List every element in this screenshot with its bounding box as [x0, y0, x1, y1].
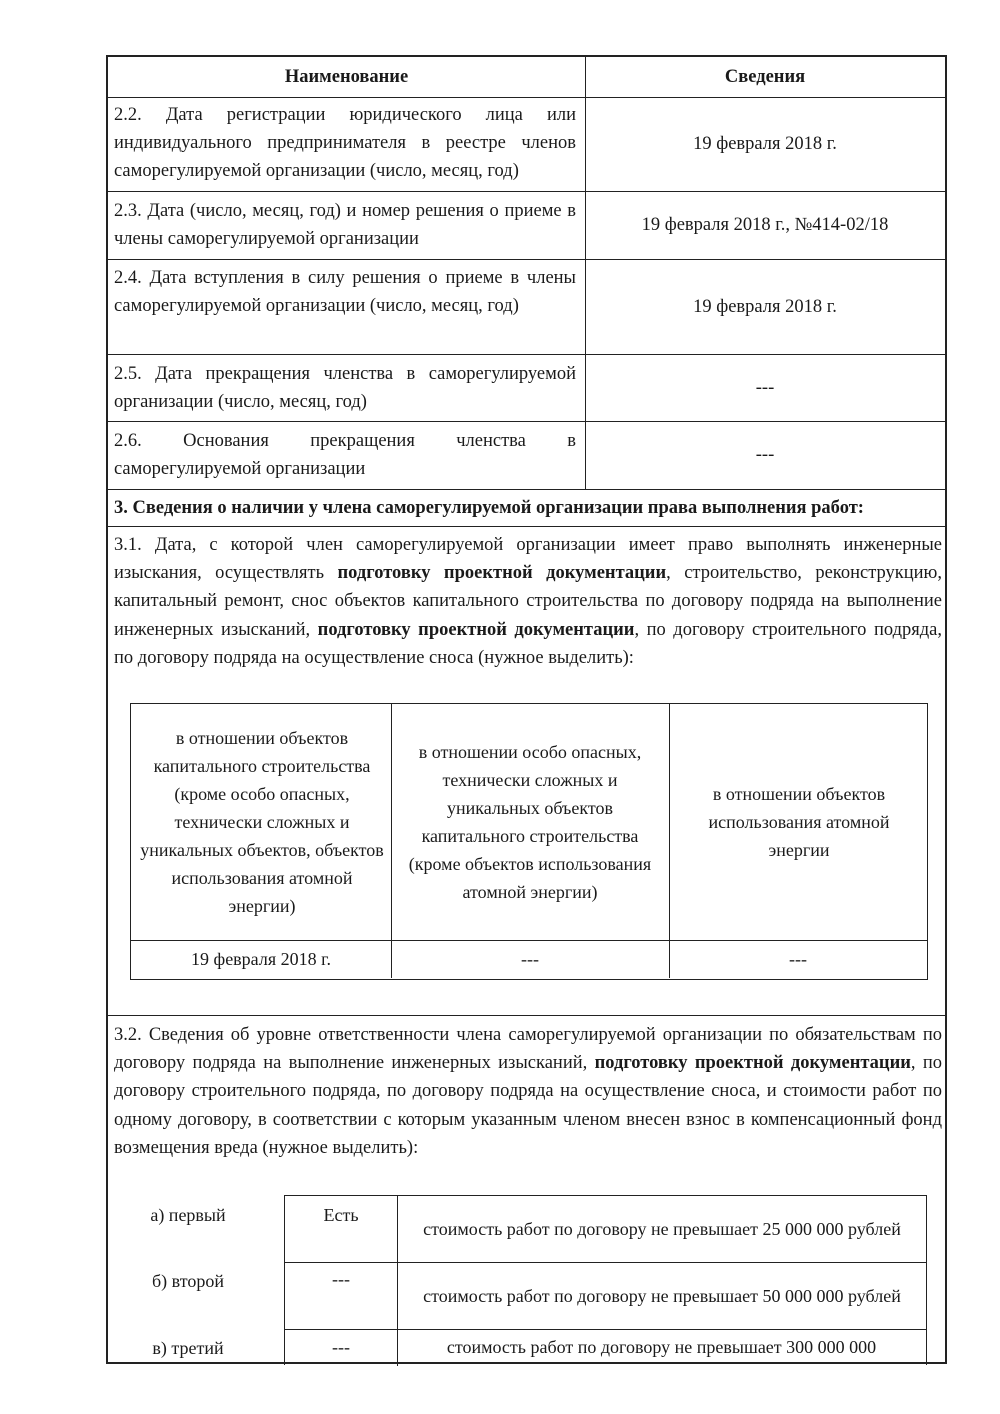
level-2-label: б) второй: [152, 1271, 224, 1291]
header-info: Сведения: [724, 67, 806, 87]
rights-value-dangerous: ---: [521, 949, 539, 969]
section-3-2-text: [114, 1021, 942, 1162]
column-divider: [585, 57, 586, 489]
bold-text-run: подготовку проектной документации: [594, 1053, 911, 1074]
text-run: 3.2. Сведения об уровне ответственности члена саморегулируемой организации по обязательствам по договору подряда на выполнение инженерных изысканий,: [114, 1025, 942, 1074]
row-2-5-label: 2.5. Дата прекращения членства в саморегулируемой организации (число, месяц, год): [114, 364, 576, 412]
row-2-5-value: ---: [755, 377, 775, 398]
levels-table: [284, 1195, 927, 1365]
rights-value-regular: 19 февраля 2018 г.: [191, 949, 331, 969]
row-divider: [285, 1329, 926, 1330]
row-2-3-label: 2.3. Дата (число, месяц, год) и номер решения о приеме в члены саморегулируемой организации: [114, 201, 576, 249]
bold-text-run: подготовку проектной документации: [337, 563, 667, 584]
section-3-title: 3. Сведения о наличии у члена саморегулируемой организации права выполнения работ:: [114, 498, 864, 518]
level-3-desc: стоимость работ по договору не превышает 300 000 000: [446, 1337, 877, 1357]
rights-header-dangerous: в отношении особо опасных, технически сложных и уникальных объектов капитального строительства (кроме объектов использования атомной энергии): [408, 742, 652, 902]
rights-table: [130, 703, 928, 980]
row-2-4-label: 2.4. Дата вступления в силу решения о приеме в члены саморегулируемой организации (число, месяц, год): [114, 268, 576, 316]
header-name: Наименование: [284, 67, 409, 87]
level-1-mark: Есть: [323, 1205, 359, 1225]
row-2-2-value: 19 февраля 2018 г.: [693, 134, 837, 154]
row-divider: [108, 1015, 945, 1016]
row-divider: [108, 489, 945, 490]
row-2-4-value: 19 февраля 2018 г.: [693, 296, 837, 317]
row-2-6-value: ---: [755, 445, 775, 465]
rights-value-nuclear: ---: [789, 949, 807, 969]
column-divider: [669, 704, 670, 978]
level-1-desc: стоимость работ по договору не превышает 25 000 000 рублей: [423, 1219, 901, 1239]
row-divider: [108, 526, 945, 527]
section-3-1-text: [114, 531, 942, 672]
level-3-label: в) третий: [152, 1338, 224, 1358]
row-2-2-label: 2.2. Дата регистрации юридического лица или индивидуального предпринимателя в реестре членов саморегулируемой организации (число, месяц, год): [114, 105, 576, 181]
row-2-6-label: 2.6. Основания прекращения членства в саморегулируемой организации: [114, 431, 576, 479]
text-run: , строительство, реконструкцию, капитальный ремонт, снос объектов капитального строительства по договору подряда на выполнение инженерных изысканий,: [114, 563, 942, 640]
text-run: 3.1. Дата, с которой член саморегулируемой организации имеет право выполнять инженерные изыскания, осуществлять: [114, 535, 942, 584]
level-2-mark: ---: [332, 1269, 350, 1289]
column-divider: [391, 704, 392, 978]
level-1-label: а) первый: [150, 1205, 226, 1225]
level-3-mark: ---: [332, 1337, 350, 1357]
rights-header-regular: в отношении объектов капитального строительства (кроме особо опасных, технически сложных и уникальных объектов, объектов использования атомной энергии): [140, 728, 384, 916]
text-run: , по договору строительного подряда, по договору подряда на осуществление сноса, и стоимости работ по одному договору, в соответствии с которым указанным членом внесен взнос в компенсационный фонд возмещения вреда (нужное выделить):: [114, 1053, 942, 1158]
main-table: [106, 55, 947, 1364]
row-2-3-value: 19 февраля 2018 г., №414-02/18: [641, 215, 889, 235]
rights-header-nuclear: в отношении объектов использования атомной энергии: [708, 784, 890, 860]
bold-text-run: подготовку проектной документации: [317, 619, 635, 640]
level-2-desc: стоимость работ по договору не превышает 50 000 000 рублей: [423, 1285, 901, 1306]
text-run: , по договору строительного подряда, по договору подряда на осуществление сноса (нужное выделить):: [114, 619, 942, 668]
